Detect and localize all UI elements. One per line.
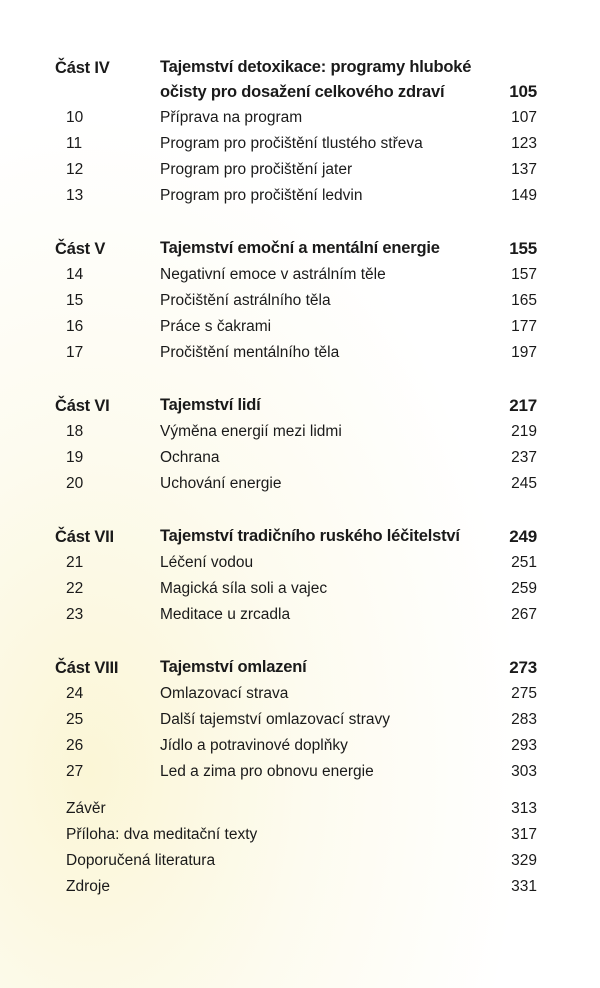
part-page: 217 bbox=[509, 396, 537, 415]
chapter-row bbox=[0, 471, 600, 497]
chapter-page: 259 bbox=[511, 580, 537, 597]
chapter-row bbox=[0, 340, 600, 366]
chapter-title: Léčení vodou bbox=[160, 554, 254, 571]
chapter-page: 275 bbox=[511, 685, 537, 702]
chapter-title: Omlazovací strava bbox=[160, 685, 289, 702]
chapter-row bbox=[0, 105, 600, 131]
back-matter-row bbox=[0, 874, 600, 900]
chapter-page: 219 bbox=[511, 423, 537, 440]
chapter-page: 283 bbox=[511, 711, 537, 728]
part-heading bbox=[0, 524, 600, 550]
part-title: Tajemství tradičního ruského léčitelství bbox=[160, 527, 460, 545]
back-matter-title: Zdroje bbox=[66, 878, 110, 895]
part-label: Část VI bbox=[55, 397, 110, 415]
chapter-page: 197 bbox=[511, 344, 537, 361]
chapter-number: 14 bbox=[66, 266, 84, 283]
part-section bbox=[0, 236, 600, 366]
chapter-row bbox=[0, 131, 600, 157]
chapter-row bbox=[0, 288, 600, 314]
part-title: Tajemství detoxikace: programy hluboké očisty pro dosažení celkového zdraví bbox=[160, 58, 472, 101]
chapter-number: 27 bbox=[66, 763, 84, 780]
chapter-page: 107 bbox=[511, 109, 537, 126]
part-page: 249 bbox=[509, 527, 537, 546]
part-page: 105 bbox=[509, 82, 537, 101]
part-page: 273 bbox=[509, 658, 537, 677]
chapter-row bbox=[0, 445, 600, 471]
chapter-row bbox=[0, 707, 600, 733]
chapter-row bbox=[0, 733, 600, 759]
chapter-title: Ochrana bbox=[160, 449, 220, 466]
chapter-number: 12 bbox=[66, 161, 84, 178]
back-matter-title: Závěr bbox=[66, 800, 106, 817]
chapter-page: 177 bbox=[511, 318, 537, 335]
chapter-number: 16 bbox=[66, 318, 84, 335]
back-matter-page: 313 bbox=[511, 800, 537, 817]
part-label: Část VIII bbox=[55, 659, 119, 677]
chapter-page: 267 bbox=[511, 606, 537, 623]
back-matter-row bbox=[0, 796, 600, 822]
chapter-title: Jídlo a potravinové doplňky bbox=[160, 737, 348, 754]
chapter-number: 25 bbox=[66, 711, 84, 728]
part-title: Tajemství lidí bbox=[160, 396, 261, 414]
chapter-title: Program pro pročištění tlustého střeva bbox=[160, 135, 423, 152]
back-matter-page: 329 bbox=[511, 852, 537, 869]
chapter-number: 21 bbox=[66, 554, 84, 571]
chapter-page: 293 bbox=[511, 737, 537, 754]
chapter-number: 23 bbox=[66, 606, 84, 623]
chapter-title: Meditace u zrcadla bbox=[160, 606, 291, 623]
chapter-title: Magická síla soli a vajec bbox=[160, 580, 328, 597]
chapter-page: 157 bbox=[511, 266, 537, 283]
chapter-title: Program pro pročištění ledvin bbox=[160, 187, 363, 204]
chapter-title: Led a zima pro obnovu energie bbox=[160, 763, 374, 780]
chapter-row bbox=[0, 183, 600, 209]
chapter-number: 20 bbox=[66, 475, 84, 492]
chapter-title: Další tajemství omlazovací stravy bbox=[160, 711, 390, 728]
chapter-title: Příprava na program bbox=[160, 109, 303, 126]
chapter-number: 26 bbox=[66, 737, 84, 754]
back-matter-page: 331 bbox=[511, 878, 537, 895]
part-label: Část IV bbox=[55, 59, 110, 77]
chapter-page: 303 bbox=[511, 763, 537, 780]
chapter-title: Pročištění astrálního těla bbox=[160, 292, 331, 309]
chapter-number: 24 bbox=[66, 685, 84, 702]
chapter-title: Práce s čakrami bbox=[160, 318, 272, 335]
back-matter-row bbox=[0, 848, 600, 874]
chapter-row bbox=[0, 262, 600, 288]
part-heading bbox=[0, 236, 600, 262]
back-matter-title: Doporučená literatura bbox=[66, 852, 216, 869]
chapter-number: 19 bbox=[66, 449, 84, 466]
part-section bbox=[0, 524, 600, 628]
part-section bbox=[0, 393, 600, 497]
chapter-number: 10 bbox=[66, 109, 84, 126]
part-heading bbox=[0, 393, 600, 419]
back-matter-row bbox=[0, 822, 600, 848]
chapter-number: 15 bbox=[66, 292, 84, 309]
chapter-number: 18 bbox=[66, 423, 84, 440]
chapter-page: 237 bbox=[511, 449, 537, 466]
chapter-title: Pročištění mentálního těla bbox=[160, 344, 340, 361]
chapter-row bbox=[0, 602, 600, 628]
chapter-number: 13 bbox=[66, 187, 84, 204]
chapter-title: Negativní emoce v astrálním těle bbox=[160, 266, 386, 283]
chapter-number: 11 bbox=[66, 135, 83, 152]
chapter-page: 245 bbox=[511, 475, 537, 492]
part-section bbox=[0, 55, 600, 209]
chapter-page: 165 bbox=[511, 292, 537, 309]
chapter-page: 251 bbox=[511, 554, 537, 571]
part-page: 155 bbox=[509, 239, 537, 258]
chapter-row bbox=[0, 157, 600, 183]
chapter-row bbox=[0, 759, 600, 785]
chapter-page: 123 bbox=[511, 135, 537, 152]
chapter-row bbox=[0, 419, 600, 445]
chapter-number: 22 bbox=[66, 580, 84, 597]
chapter-row bbox=[0, 314, 600, 340]
chapter-row bbox=[0, 550, 600, 576]
chapter-title: Program pro pročištění jater bbox=[160, 161, 353, 178]
chapter-number: 17 bbox=[66, 344, 84, 361]
part-label: Část V bbox=[55, 240, 106, 258]
back-matter-page: 317 bbox=[511, 826, 537, 843]
part-label: Část VII bbox=[55, 528, 114, 546]
chapter-page: 137 bbox=[511, 161, 537, 178]
part-title: Tajemství emoční a mentální energie bbox=[160, 239, 440, 257]
chapter-row bbox=[0, 681, 600, 707]
part-heading bbox=[0, 55, 600, 105]
table-of-contents bbox=[0, 55, 600, 927]
part-heading bbox=[0, 655, 600, 681]
chapter-title: Výměna energií mezi lidmi bbox=[160, 423, 342, 440]
chapter-row bbox=[0, 576, 600, 602]
back-matter-title: Příloha: dva meditační texty bbox=[66, 826, 258, 843]
part-section bbox=[0, 655, 600, 785]
part-title: Tajemství omlazení bbox=[160, 658, 307, 676]
chapter-page: 149 bbox=[511, 187, 537, 204]
chapter-title: Uchování energie bbox=[160, 475, 282, 492]
back-matter bbox=[0, 796, 600, 900]
